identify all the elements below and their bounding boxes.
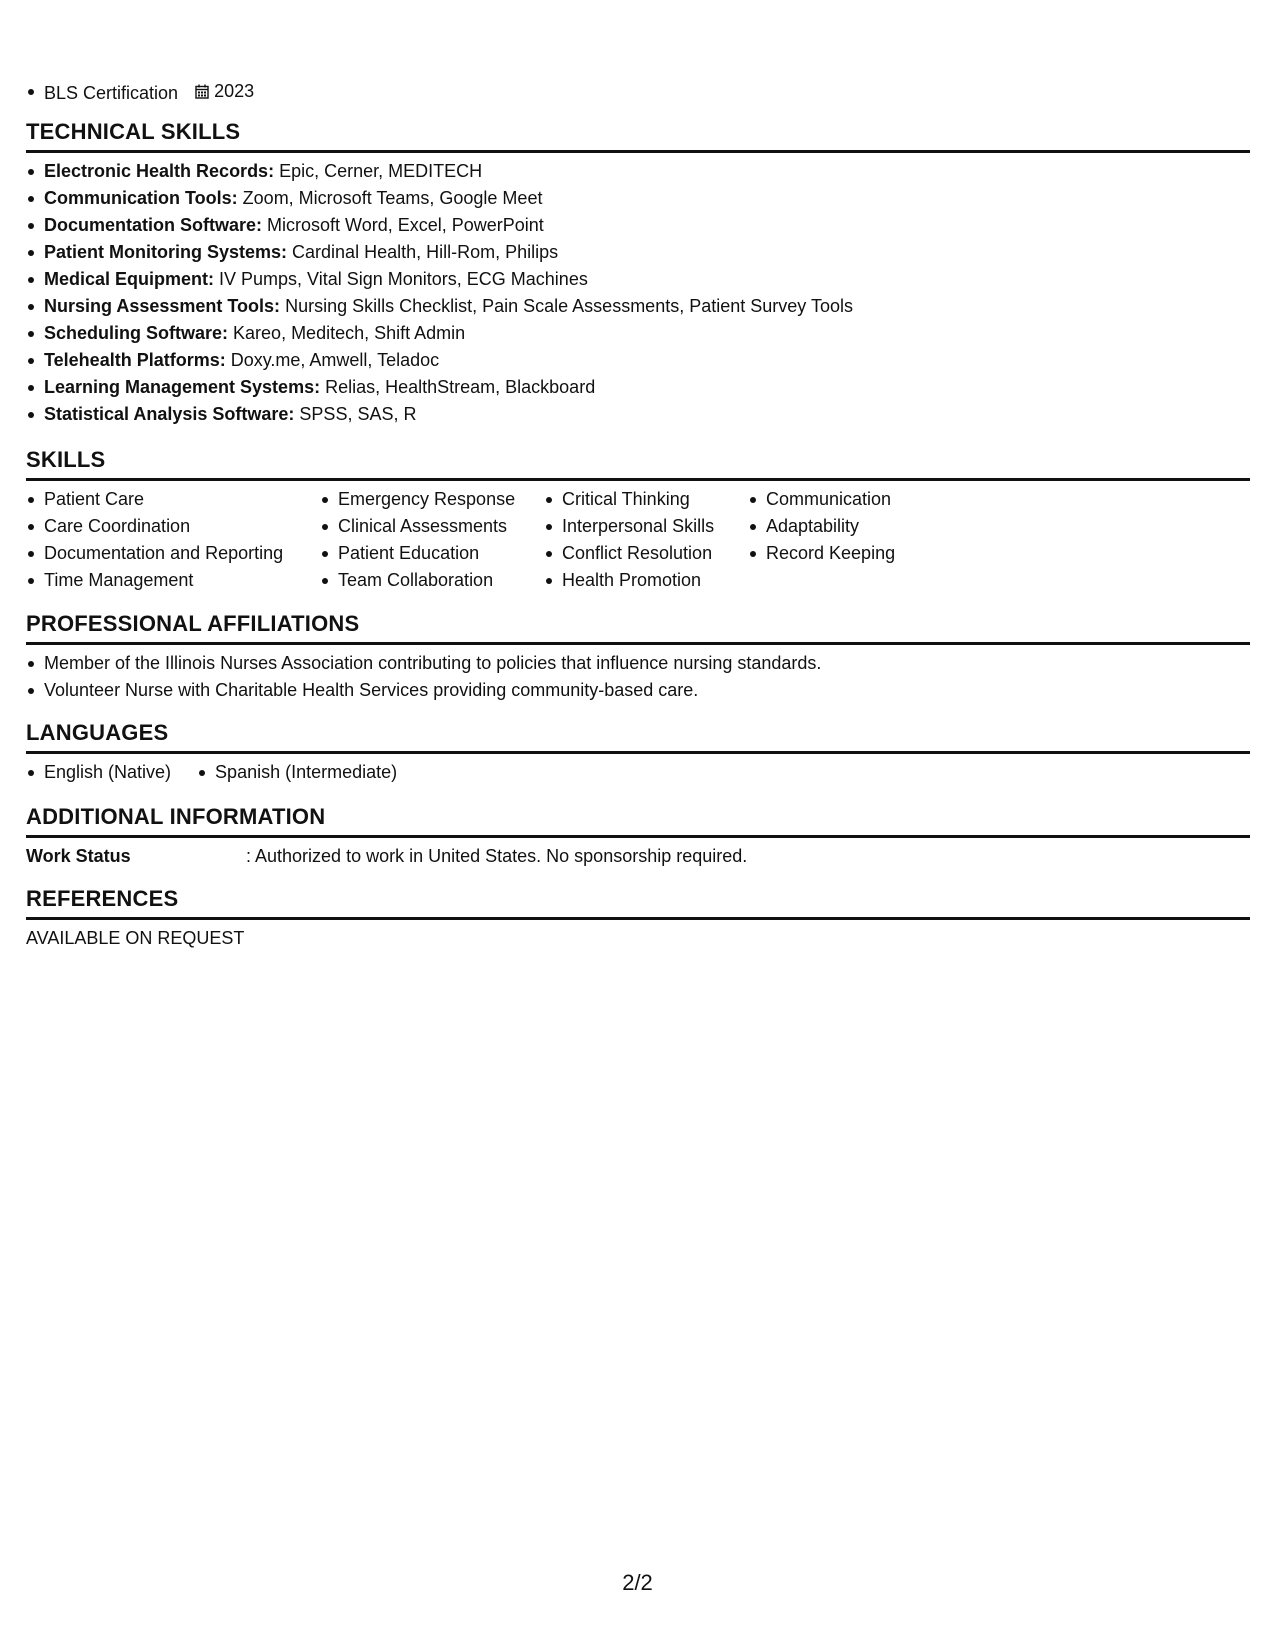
additional-info-section [26,803,1250,870]
page-number: 2/2 [622,1570,653,1595]
list-item: Nursing Assessment Tools: Nursing Skills Checklist, Pain Scale Assessments, Patient Survey Tools [26,293,1250,320]
languages-section [26,719,1250,786]
list-item: Communication Tools: Zoom, Microsoft Teams, Google Meet [26,185,1250,212]
list-item: Interpersonal Skills [544,513,734,540]
skills-column [320,486,530,594]
references-title: REFERENCES [26,885,1250,920]
certification-item [26,78,254,107]
list-item: Patient Education [320,540,530,567]
list-item: Emergency Response [320,486,530,513]
languages-list [26,759,1250,786]
list-item: Record Keeping [748,540,928,567]
list-item: Learning Management Systems: Relias, HealthStream, Blackboard [26,374,1250,401]
list-item: Critical Thinking [544,486,734,513]
additional-info-title: ADDITIONAL INFORMATION [26,803,1250,838]
skills-column [26,486,306,594]
certification-name: BLS Certification [44,83,179,103]
references-text: AVAILABLE ON REQUEST [26,928,245,948]
list-item: Team Collaboration [320,567,530,594]
list-item: Patient Monitoring Systems: Cardinal Health, Hill-Rom, Philips [26,239,1250,266]
skills-grid [26,486,1250,594]
list-item: Patient Care [26,486,306,513]
technical-skills-list [26,158,1250,428]
skills-section [26,446,1250,594]
calendar-icon [195,84,209,99]
list-item: Spanish (Intermediate) [197,759,397,786]
list-item: English (Native) [26,759,171,786]
affiliations-title: PROFESSIONAL AFFILIATIONS [26,610,1250,645]
affiliations-list [26,650,1250,704]
affiliations-section [26,610,1250,704]
list-item: Conflict Resolution [544,540,734,567]
skills-column [748,486,928,594]
list-item: Adaptability [748,513,928,540]
technical-skills-title: TECHNICAL SKILLS [26,118,1250,153]
additional-info-body [26,843,1250,870]
certification-date [195,78,254,105]
info-row-work-status [26,843,1250,870]
work-status-value: : Authorized to work in United States. No sponsorship required. [246,846,748,866]
list-item: Statistical Analysis Software: SPSS, SAS, R [26,401,1250,428]
list-item: Member of the Illinois Nurses Association contributing to policies that influence nursing standards. [26,650,1250,677]
list-item: Health Promotion [544,567,734,594]
references-section [26,885,1250,952]
technical-skills-section [26,118,1250,428]
list-item: Care Coordination [26,513,306,540]
work-status-label: Work Status [26,846,131,866]
list-item: Communication [748,486,928,513]
list-item: Documentation and Reporting [26,540,306,567]
list-item: Medical Equipment: IV Pumps, Vital Sign Monitors, ECG Machines [26,266,1250,293]
skills-title: SKILLS [26,446,1250,481]
list-item: Documentation Software: Microsoft Word, Excel, PowerPoint [26,212,1250,239]
list-item: Time Management [26,567,306,594]
list-item: Electronic Health Records: Epic, Cerner, MEDITECH [26,158,1250,185]
certification-year: 2023 [214,81,255,101]
languages-title: LANGUAGES [26,719,1250,754]
list-item: Telehealth Platforms: Doxy.me, Amwell, Teladoc [26,347,1250,374]
skills-column [544,486,734,594]
list-item: Volunteer Nurse with Charitable Health Services providing community-based care. [26,677,1250,704]
list-item: Scheduling Software: Kareo, Meditech, Shift Admin [26,320,1250,347]
certification-list [26,78,254,107]
list-item: Clinical Assessments [320,513,530,540]
